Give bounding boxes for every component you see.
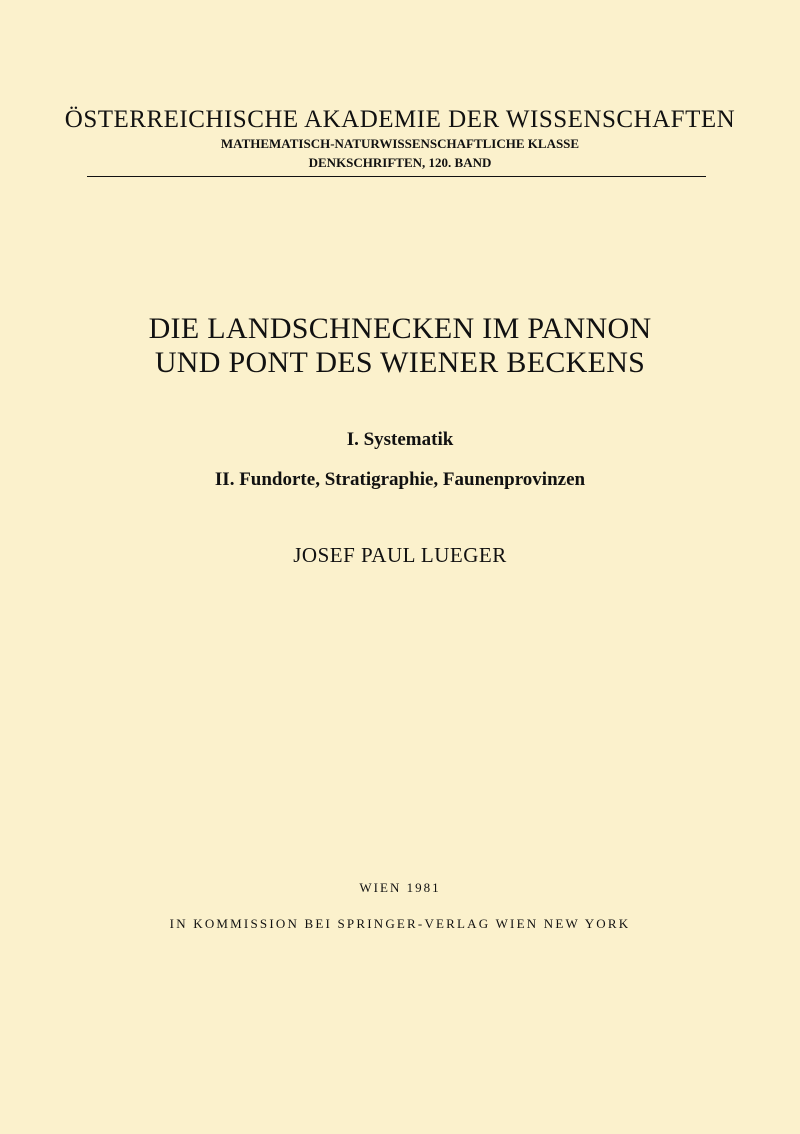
header-rule <box>87 176 706 177</box>
academy-name: ÖSTERREICHISCHE AKADEMIE DER WISSENSCHAFTEN <box>64 106 736 133</box>
book-title-line-1: DIE LANDSCHNECKEN IM PANNON <box>148 312 652 345</box>
class-name: MATHEMATISCH-NATURWISSENSCHAFTLICHE KLASSE <box>220 136 580 151</box>
book-title-line-2: UND PONT DES WIENER BECKENS <box>154 346 646 379</box>
part-one-heading: I. Systematik <box>346 429 454 450</box>
part-two-heading: II. Fundorte, Stratigraphie, Faunenprovinzen <box>214 469 586 490</box>
publisher-line: IN KOMMISSION BEI SPRINGER-VERLAG WIEN NEW YORK <box>169 916 631 931</box>
author-name: JOSEF PAUL LUEGER <box>293 543 507 567</box>
series-volume: DENKSCHRIFTEN, 120. BAND <box>308 155 492 170</box>
place-and-year: WIEN 1981 <box>359 880 441 895</box>
